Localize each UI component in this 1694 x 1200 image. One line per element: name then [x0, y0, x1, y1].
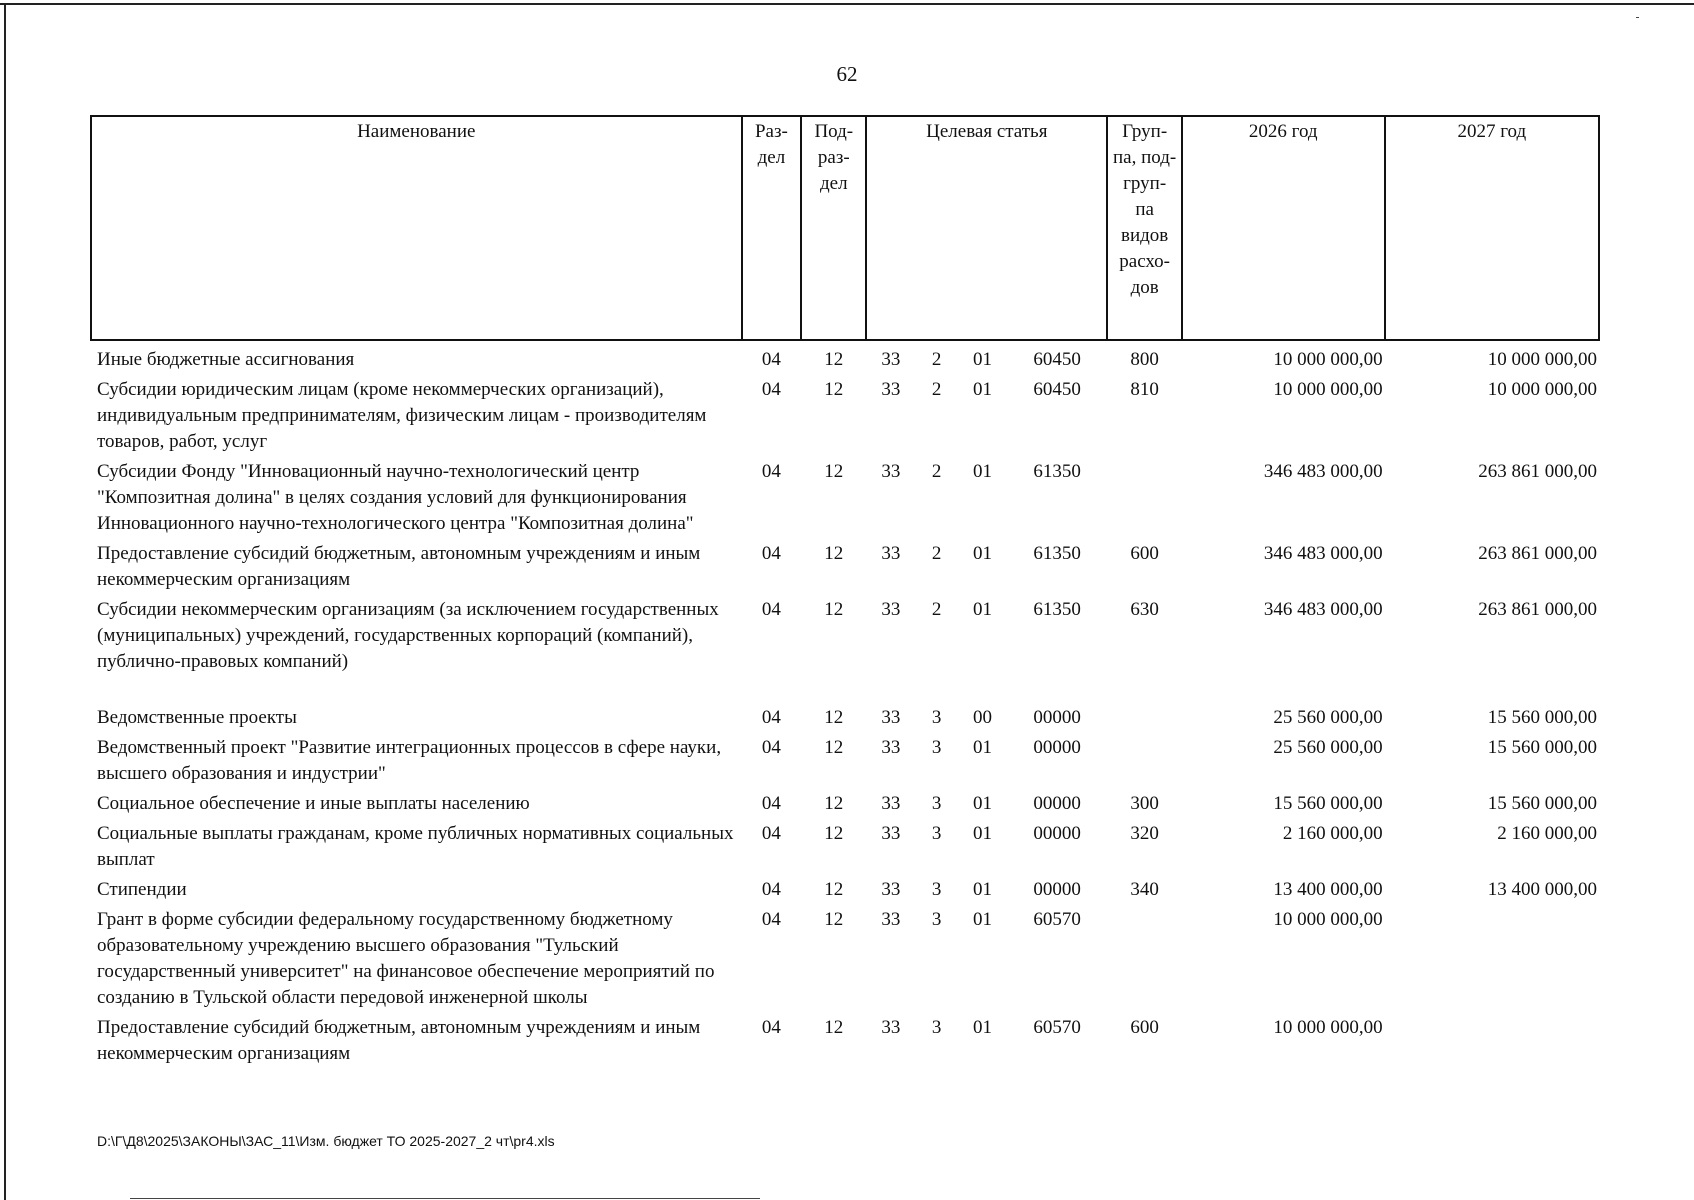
row-target-type: 2 [931, 543, 942, 564]
row-amount-2026: 10 000 000,00 [1273, 1017, 1383, 1038]
row-amount-2027 [1385, 1013, 1599, 1069]
row-razdel: 04 [761, 737, 781, 758]
row-target-element: 01 [973, 1017, 993, 1038]
row-razdel: 04 [761, 823, 781, 844]
scan-border-top [0, 3, 1694, 5]
row-name: Социальные выплаты гражданам, кроме публичных нормативных социальных выплат [97, 823, 734, 870]
row-target-element: 01 [973, 737, 993, 758]
row-target-type: 3 [931, 707, 942, 728]
row-target-program: 33 [881, 879, 901, 900]
row-amount-2026: 346 483 000,00 [1263, 461, 1383, 482]
row-podrazdel: 12 [824, 909, 844, 930]
row-target-type: 3 [931, 737, 942, 758]
row-expense-group [1107, 905, 1182, 1013]
row-amount-2027: 263 861 000,00 [1478, 543, 1597, 564]
row-target-element: 01 [973, 349, 993, 370]
row-razdel: 04 [761, 707, 781, 728]
header-razdel: Раз- дел [742, 116, 802, 340]
header-year-2026: 2026 год [1182, 116, 1385, 340]
row-name: Ведомственный проект "Развитие интеграционных процессов в сфере науки, высшего образования и индустрии" [97, 737, 722, 784]
row-expense-group: 800 [1130, 349, 1159, 370]
row-name: Субсидии некоммерческим организациям (за исключением государственных (муниципальных) учреждений, государственных корпораций (компаний), публично-правовых компаний) [97, 599, 719, 672]
row-razdel: 04 [761, 793, 781, 814]
row-amount-2027: 15 560 000,00 [1487, 793, 1597, 814]
row-target-element: 01 [973, 543, 993, 564]
header-year-2027: 2027 год [1385, 116, 1599, 340]
row-amount-2026: 10 000 000,00 [1273, 379, 1383, 400]
row-name: Субсидии Фонду "Инновационный научно-технологический центр "Композитная долина" в целях создания условий для функционирования Инновационного научно-технологического центра "Композитная долина" [97, 461, 694, 534]
row-name: Стипендии [97, 879, 187, 900]
row-target-program: 33 [881, 707, 901, 728]
row-target-type: 2 [931, 349, 942, 370]
scan-speck [1636, 17, 1639, 18]
row-target-element: 01 [973, 461, 993, 482]
table-row [91, 733, 1599, 789]
row-amount-2026: 10 000 000,00 [1273, 909, 1383, 930]
row-target-element: 01 [973, 793, 993, 814]
row-podrazdel: 12 [824, 879, 844, 900]
header-expense-group: Груп- па, под- груп- па видов расхо- дов [1107, 116, 1182, 340]
row-name: Грант в форме субсидии федеральному государственному бюджетному образовательному учреждению высшего образования "Тульский государственный университет" на финансовое обеспечение мероприятий по созданию в Тульской области передовой инженерной школы [97, 909, 715, 1008]
row-target-type: 3 [931, 909, 942, 930]
row-podrazdel: 12 [824, 1017, 844, 1038]
row-target-type: 3 [931, 1017, 942, 1038]
row-target-program: 33 [881, 461, 901, 482]
row-target-program: 33 [881, 737, 901, 758]
table-row [91, 1013, 1599, 1069]
scan-border-bottom [130, 1198, 760, 1199]
table-body [91, 340, 1599, 1069]
row-podrazdel: 12 [824, 823, 844, 844]
row-expense-group: 600 [1130, 1017, 1159, 1038]
row-target-element: 01 [973, 599, 993, 620]
row-target-type: 2 [931, 379, 942, 400]
row-target-program: 33 [881, 349, 901, 370]
row-target-element: 01 [973, 823, 993, 844]
row-target-direction: 60570 [1033, 1017, 1081, 1038]
row-target-program: 33 [881, 379, 901, 400]
row-expense-group: 600 [1130, 543, 1159, 564]
row-razdel: 04 [761, 379, 781, 400]
row-razdel: 04 [761, 879, 781, 900]
row-target-direction: 60450 [1033, 349, 1081, 370]
row-target-program: 33 [881, 909, 901, 930]
row-target-direction: 00000 [1033, 707, 1081, 728]
row-podrazdel: 12 [824, 793, 844, 814]
row-amount-2027: 263 861 000,00 [1478, 599, 1597, 620]
header-podrazdel: Под- раз- дел [801, 116, 866, 340]
row-razdel: 04 [761, 1017, 781, 1038]
row-amount-2027: 10 000 000,00 [1487, 379, 1597, 400]
row-name: Субсидии юридическим лицам (кроме некоммерческих организаций), индивидуальным предпринимателям, физическим лицам - производителям товаров, работ, услуг [97, 379, 707, 452]
row-amount-2026: 2 160 000,00 [1282, 823, 1383, 844]
scan-border-left [4, 3, 6, 1200]
row-target-element: 01 [973, 909, 993, 930]
row-target-direction: 00000 [1033, 823, 1081, 844]
row-target-program: 33 [881, 793, 901, 814]
row-expense-group: 810 [1130, 379, 1159, 400]
table-header [91, 116, 1599, 340]
row-amount-2027: 15 560 000,00 [1487, 737, 1597, 758]
row-expense-group: 340 [1130, 879, 1159, 900]
row-target-type: 3 [931, 823, 942, 844]
row-podrazdel: 12 [824, 543, 844, 564]
row-razdel: 04 [761, 909, 781, 930]
row-expense-group [1107, 677, 1182, 733]
row-target-element: 00 [973, 707, 993, 728]
row-expense-group: 300 [1130, 793, 1159, 814]
row-amount-2026: 13 400 000,00 [1273, 879, 1383, 900]
row-razdel: 04 [761, 599, 781, 620]
header-target-article: Целевая статья [866, 116, 1107, 340]
row-amount-2026: 346 483 000,00 [1263, 543, 1383, 564]
row-razdel: 04 [761, 349, 781, 370]
row-name: Иные бюджетные ассигнования [97, 349, 355, 370]
row-target-program: 33 [881, 543, 901, 564]
row-amount-2026: 15 560 000,00 [1273, 793, 1383, 814]
row-target-direction: 00000 [1033, 737, 1081, 758]
row-expense-group: 630 [1130, 599, 1159, 620]
row-target-program: 33 [881, 823, 901, 844]
row-amount-2027: 263 861 000,00 [1478, 461, 1597, 482]
table-row [91, 819, 1599, 875]
row-target-element: 01 [973, 879, 993, 900]
row-podrazdel: 12 [824, 349, 844, 370]
row-amount-2026: 346 483 000,00 [1263, 599, 1383, 620]
row-target-direction: 00000 [1033, 793, 1081, 814]
table-row [91, 875, 1599, 905]
row-amount-2027: 15 560 000,00 [1487, 707, 1597, 728]
row-target-direction: 60570 [1033, 909, 1081, 930]
row-amount-2026: 25 560 000,00 [1273, 737, 1383, 758]
row-target-type: 2 [931, 461, 942, 482]
row-name: Ведомственные проекты [97, 707, 297, 728]
row-podrazdel: 12 [824, 461, 844, 482]
header-name: Наименование [91, 116, 742, 340]
row-target-type: 2 [931, 599, 942, 620]
file-path-footer: D:\Г\Д8\2025\ЗАКОНЫ\ЗАС_11\Изм. бюджет ТО 2025-2027_2 чт\pr4.xls [97, 1133, 555, 1149]
row-target-element: 01 [973, 379, 993, 400]
table-row [91, 789, 1599, 819]
row-expense-group [1107, 457, 1182, 539]
row-name: Предоставление субсидий бюджетным, автономным учреждениям и иным некоммерческим организациям [97, 543, 701, 590]
row-target-direction: 00000 [1033, 879, 1081, 900]
row-podrazdel: 12 [824, 379, 844, 400]
row-podrazdel: 12 [824, 599, 844, 620]
row-amount-2027: 13 400 000,00 [1487, 879, 1597, 900]
table-row [91, 340, 1599, 375]
row-razdel: 04 [761, 543, 781, 564]
row-target-direction: 60450 [1033, 379, 1081, 400]
row-amount-2026: 10 000 000,00 [1273, 349, 1383, 370]
budget-table [90, 115, 1600, 1069]
table-row [91, 375, 1599, 457]
table-row [91, 905, 1599, 1013]
row-razdel: 04 [761, 461, 781, 482]
row-podrazdel: 12 [824, 737, 844, 758]
row-podrazdel: 12 [824, 707, 844, 728]
row-target-direction: 61350 [1033, 543, 1081, 564]
row-target-program: 33 [881, 1017, 901, 1038]
table-row [91, 539, 1599, 595]
row-target-type: 3 [931, 793, 942, 814]
table-row [91, 457, 1599, 539]
row-name: Социальное обеспечение и иные выплаты населению [97, 793, 530, 814]
row-target-direction: 61350 [1033, 599, 1081, 620]
page-number: 62 [836, 62, 858, 86]
row-name: Предоставление субсидий бюджетным, автономным учреждениям и иным некоммерческим организациям [97, 1017, 701, 1064]
row-expense-group [1107, 733, 1182, 789]
row-target-direction: 61350 [1033, 461, 1081, 482]
row-amount-2026: 25 560 000,00 [1273, 707, 1383, 728]
row-amount-2027 [1385, 905, 1599, 1013]
table-row [91, 677, 1599, 733]
row-expense-group: 320 [1130, 823, 1159, 844]
row-amount-2027: 10 000 000,00 [1487, 349, 1597, 370]
table-row [91, 595, 1599, 677]
row-target-type: 3 [931, 879, 942, 900]
row-amount-2027: 2 160 000,00 [1497, 823, 1597, 844]
row-target-program: 33 [881, 599, 901, 620]
